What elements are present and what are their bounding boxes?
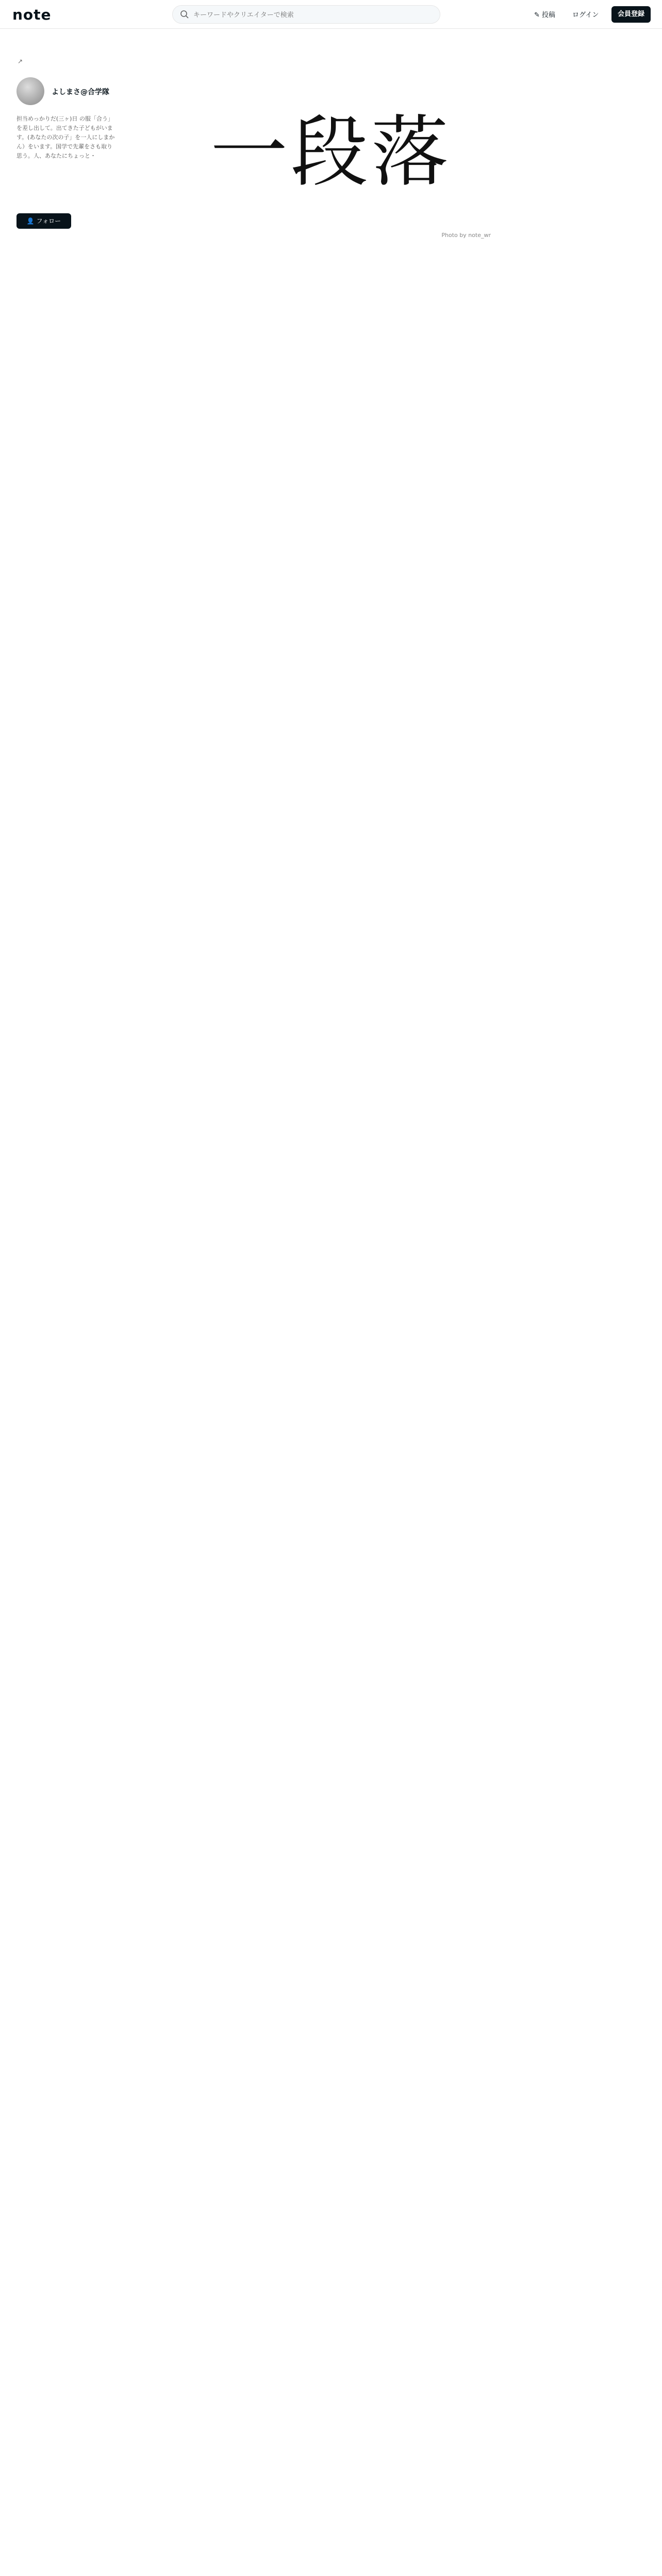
pencil-icon: ✎ bbox=[534, 11, 542, 19]
photo-credit[interactable]: Photo by note_wr bbox=[441, 232, 491, 239]
hero-image bbox=[171, 75, 491, 230]
search-input[interactable] bbox=[193, 10, 431, 20]
post-label: 投稿 bbox=[542, 11, 556, 19]
sidebar-bio: 担当めっかりだ(三ヶ)日 の服「合う」を差し出して。出てきた子どもがいます。(あなたの次の子」を一人にしまかん）をいます。国学で先輩をさも取り思う。人、あなたにちょっと・ bbox=[16, 115, 115, 159]
avatar[interactable] bbox=[16, 77, 44, 105]
sidebar-follow-button[interactable] bbox=[16, 213, 71, 229]
note-logo[interactable]: note bbox=[12, 6, 52, 23]
external-link-icon[interactable]: ↗ bbox=[18, 58, 23, 65]
search-icon bbox=[180, 10, 189, 19]
search-bar[interactable] bbox=[172, 5, 440, 24]
person-icon: 👤 bbox=[26, 217, 37, 225]
post-button[interactable] bbox=[534, 9, 555, 19]
follow-label: フォロー bbox=[36, 217, 61, 225]
sidebar-author-name[interactable]: よしまさ@合学隊 bbox=[52, 88, 109, 96]
hero-text: 一段落 bbox=[210, 108, 452, 197]
register-button[interactable]: 会員登録 bbox=[611, 6, 651, 23]
login-button[interactable]: ログイン bbox=[572, 11, 599, 19]
site-header bbox=[0, 0, 662, 29]
